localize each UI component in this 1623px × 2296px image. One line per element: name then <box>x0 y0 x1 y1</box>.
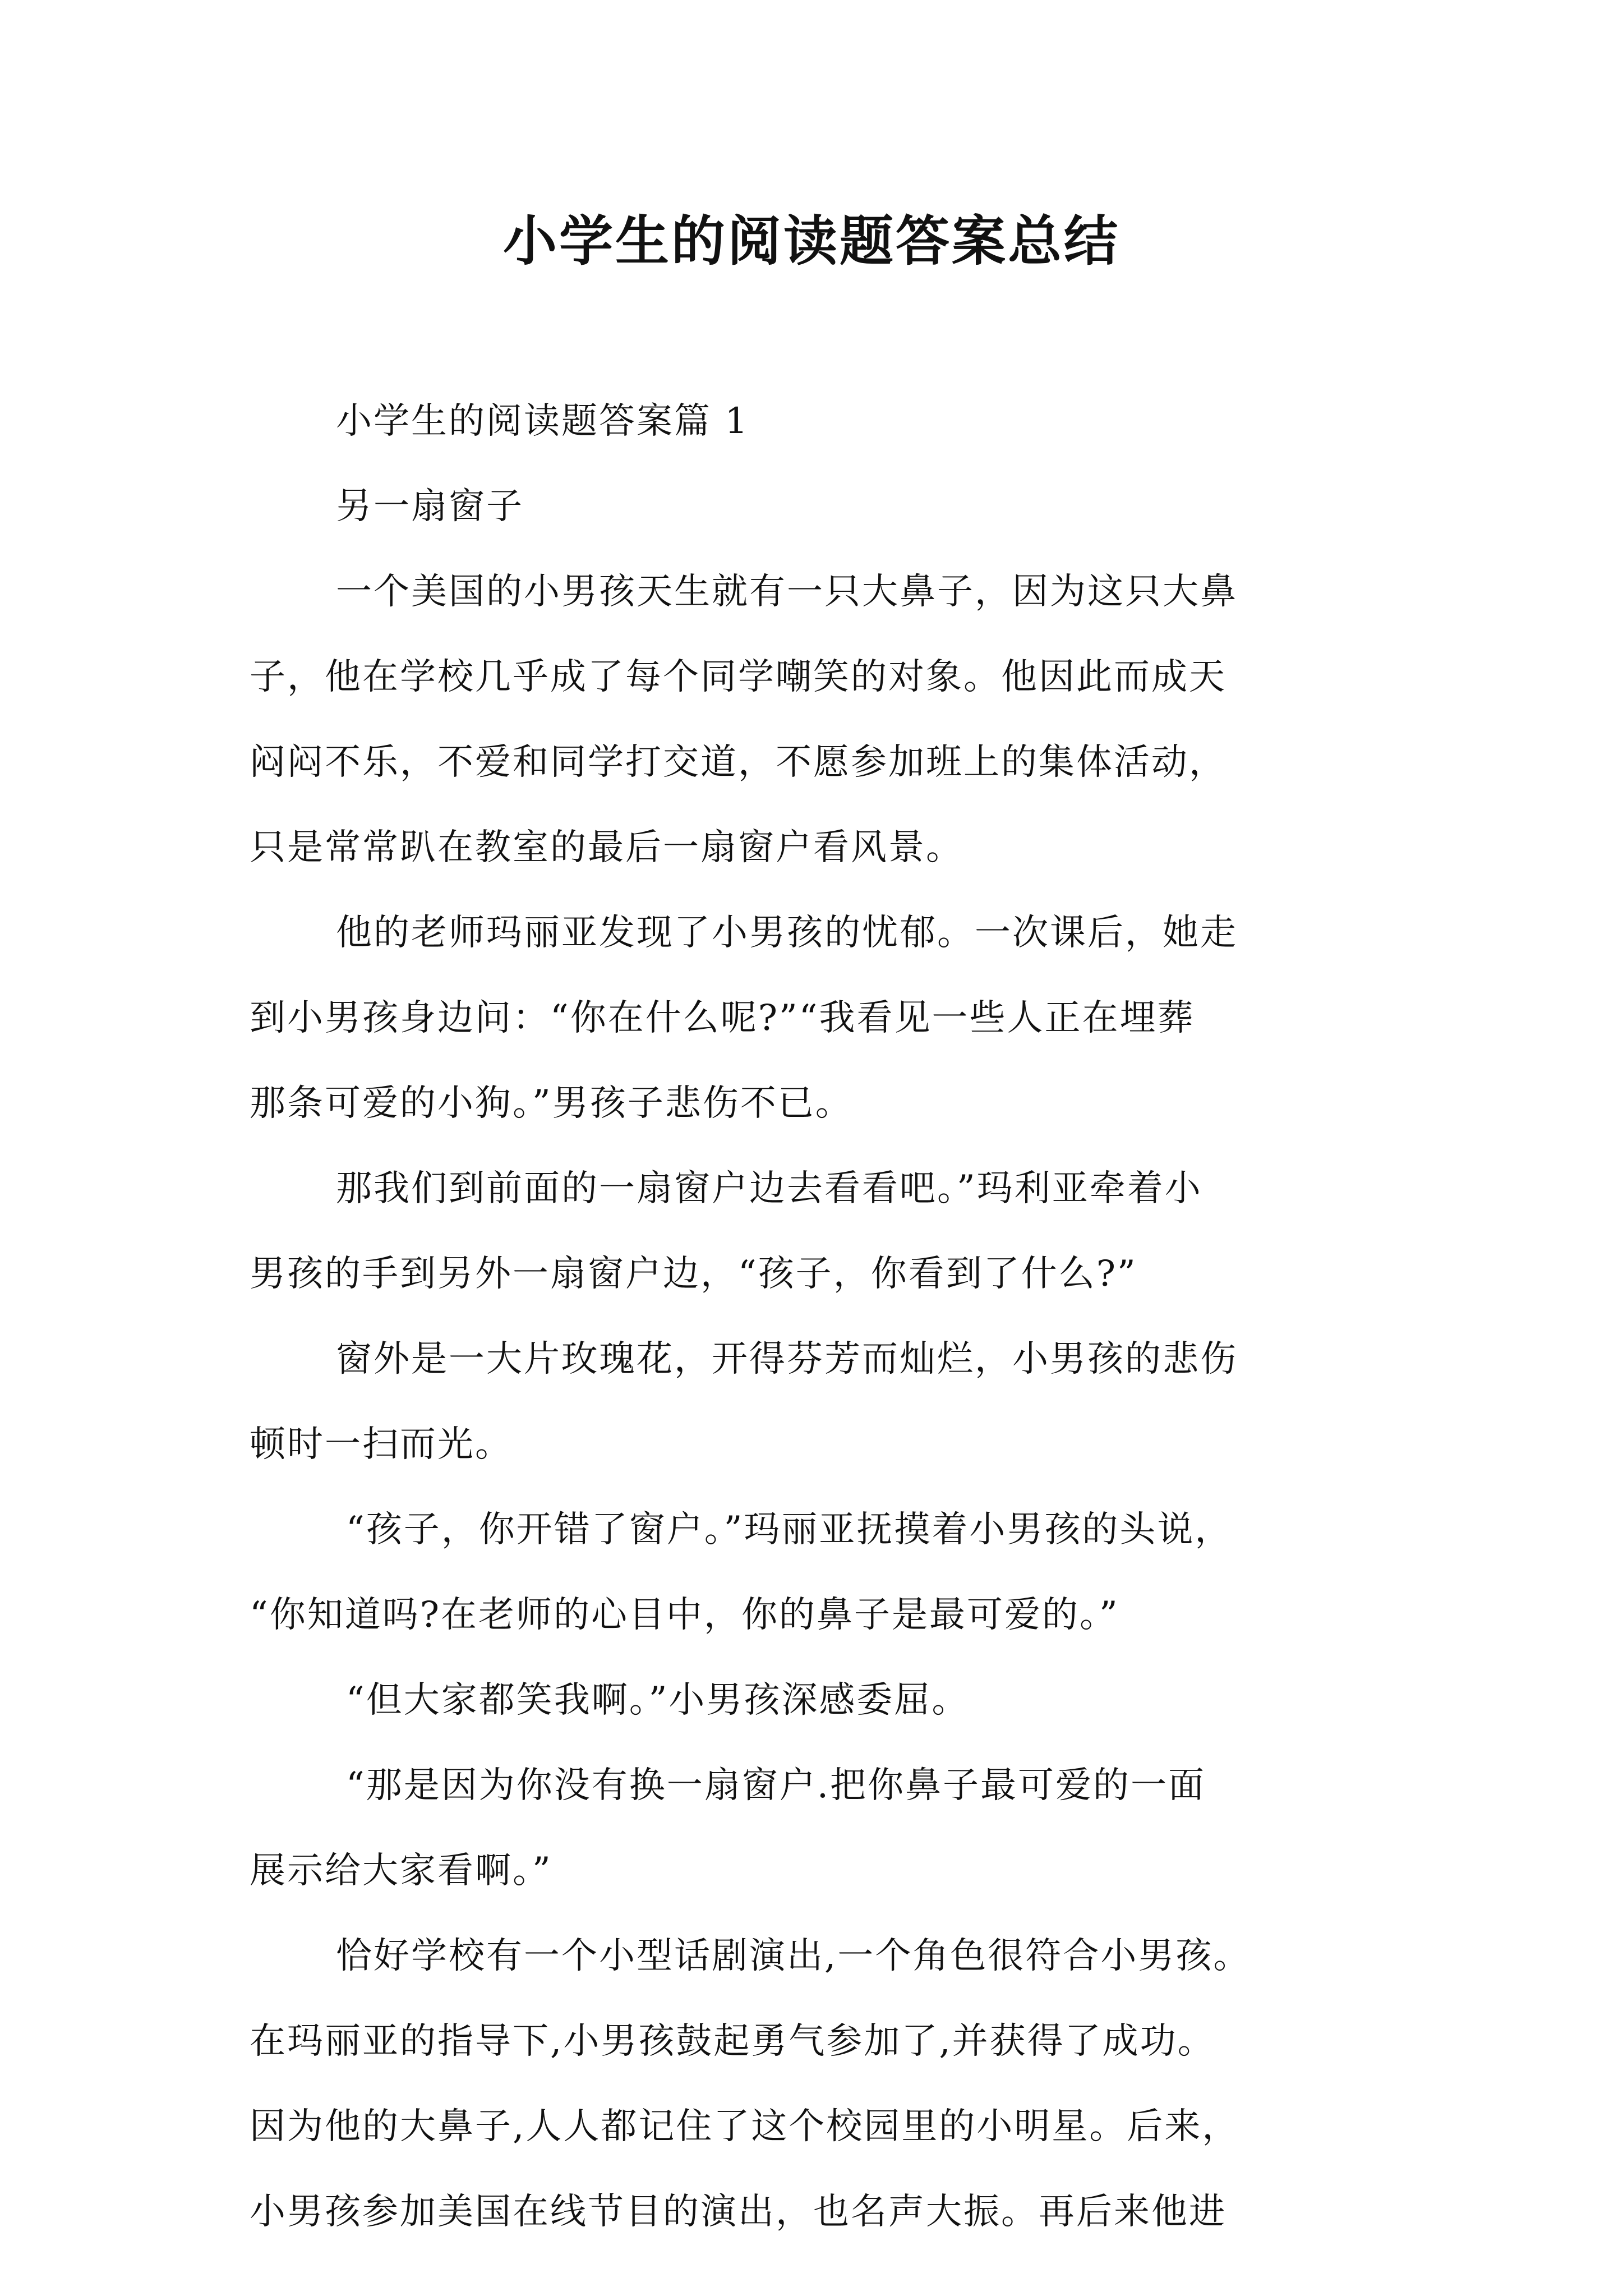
paragraph-line: “但大家都笑我啊。”小男孩深感委屈。 <box>346 1680 970 1721</box>
paragraph-line: 一个美国的小男孩天生就有一只大鼻子，因为这只大鼻 <box>336 571 1238 613</box>
paragraph-line: 他的老师玛丽亚发现了小男孩的忧郁。一次课后，她走 <box>336 912 1238 954</box>
paragraph-line: 在玛丽亚的指导下,小男孩鼓起勇气参加了,并获得了成功。 <box>250 2021 1215 2062</box>
story-title: 另一扇窗子 <box>336 486 524 527</box>
paragraph-line: 因为他的大鼻子,人人都记住了这个校园里的小明星。后来， <box>250 2106 1240 2147</box>
paragraph-line: “那是因为你没有换一扇窗户.把你鼻子最可爱的一面 <box>346 1765 1206 1806</box>
paragraph-line: 恰好学校有一个小型话剧演出,一个角色很符合小男孩。 <box>336 1935 1251 1977</box>
paragraph-line: “你知道吗?在老师的心目中，你的鼻子是最可爱的。” <box>250 1594 1119 1636</box>
paragraph-line: 那条可爱的小狗。”男孩子悲伤不已。 <box>250 1083 853 1124</box>
paragraph-line: 男孩的手到另外一扇窗户边，“孩子，你看到了什么?” <box>250 1253 1137 1295</box>
paragraph-line: 闷闷不乐，不爱和同学打交道，不愿参加班上的集体活动， <box>250 742 1227 783</box>
paragraph-line: 窗外是一大片玫瑰花，开得芬芳而灿烂，小男孩的悲伤 <box>336 1338 1238 1380</box>
paragraph-line: 那我们到前面的一扇窗户边去看看吧。”玛利亚牵着小 <box>336 1168 1202 1209</box>
paragraph-line: 小男孩参加美国在线节目的演出，也名声大振。再后来他进 <box>250 2191 1227 2233</box>
paragraph-line: 子，他在学校几乎成了每个同学嘲笑的对象。他因此而成天 <box>250 656 1227 698</box>
paragraph-line: “孩子，你开错了窗户。”玛丽亚抚摸着小男孩的头说， <box>346 1509 1233 1550</box>
section-heading: 小学生的阅读题答案篇 1 <box>336 401 750 442</box>
paragraph-line: 顿时一扫而光。 <box>250 1424 513 1465</box>
document-title: 小学生的阅读题答案总结 <box>503 209 1120 273</box>
document-body <box>250 379 1388 2254</box>
paragraph-line: 只是常常趴在教室的最后一扇窗户看风景。 <box>250 827 963 868</box>
paragraph-line: 到小男孩身边问：“你在什么呢?”“我看见一些人正在埋葬 <box>250 997 1195 1039</box>
paragraph-line: 展示给大家看啊。” <box>250 1850 552 1892</box>
